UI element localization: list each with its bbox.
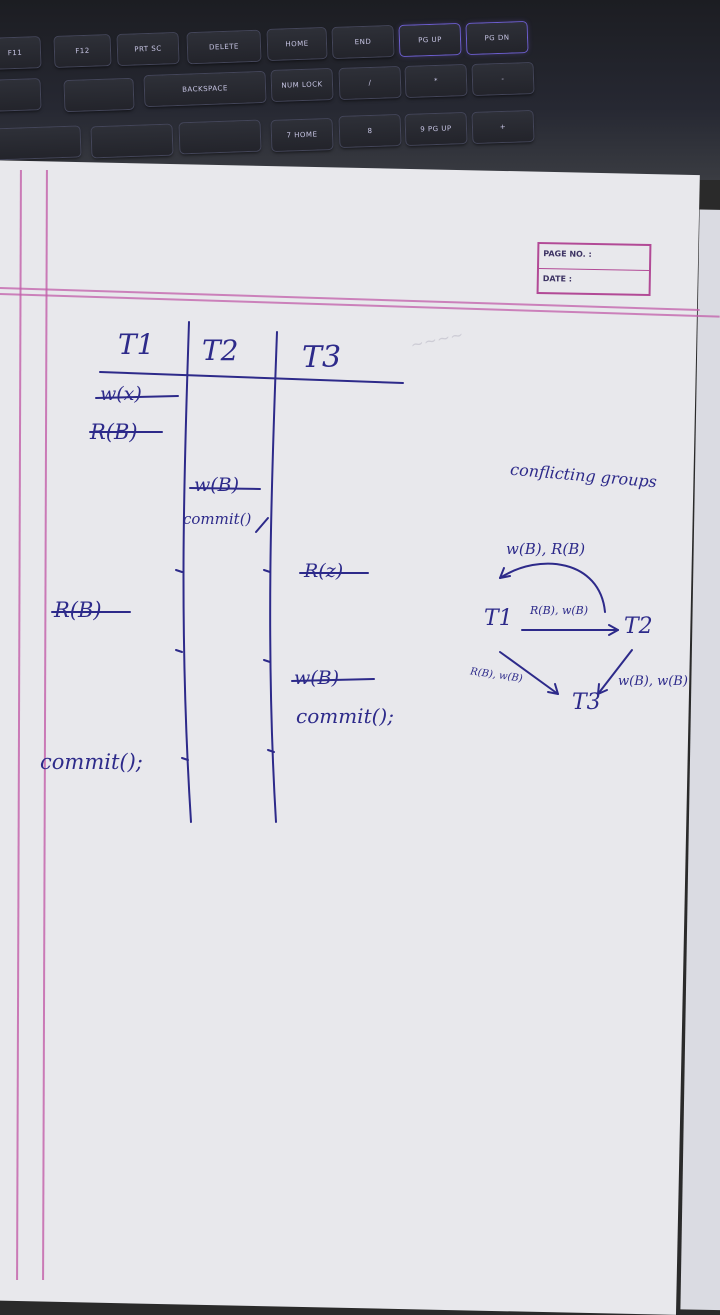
t3-op-commit: commit(); (296, 704, 394, 728)
t1-op-read-b-2: R(B) (54, 598, 102, 622)
key-delete: DELETE (187, 31, 260, 63)
t2-t3-divider (270, 332, 277, 822)
key-end: END (332, 26, 393, 58)
graph-node-t2: T2 (624, 614, 653, 639)
t2-op-write-b: w(B) (194, 474, 240, 496)
graph-node-t1: T1 (484, 606, 513, 631)
graph-title: conflicting groups (509, 459, 658, 492)
key-plus: + (472, 111, 533, 143)
key-backspace: BACKSPACE (145, 72, 266, 106)
key-minus: - (472, 63, 533, 95)
key-pgdn: PG DN (466, 22, 527, 54)
column-header-t1: T1 (118, 328, 155, 361)
t1-op-write-x: w(x) (100, 383, 142, 405)
key-home: HOME (267, 28, 326, 60)
edge-label-t1-t2: R(B), w(B) (530, 604, 589, 617)
date-label: DATE : (542, 274, 573, 284)
t1-op-read-b-1: R(B) (90, 420, 138, 444)
t1-t2-divider (183, 322, 191, 822)
graph-node-t3: T3 (572, 690, 601, 715)
tick-mark (176, 570, 182, 572)
key-7-home: 7 HOME (271, 119, 332, 151)
edge-label-top-arc: w(B), R(B) (506, 540, 586, 558)
key-f12: F12 (54, 35, 110, 67)
t3-op-read-z: R(z) (304, 560, 344, 582)
key-f11: F11 (0, 37, 41, 69)
tick-mark (264, 660, 270, 662)
key-pgup: PG UP (399, 24, 460, 56)
page-no-label: PAGE NO. : (543, 249, 592, 259)
table-header-rule (100, 372, 403, 383)
commit-slash (256, 518, 268, 532)
tick-mark (176, 650, 182, 652)
t2-op-commit: commit() (183, 510, 252, 528)
key-9-pgup: 9 PG UP (405, 113, 466, 145)
column-header-t3: T3 (302, 340, 342, 375)
key-8: 8 (339, 115, 400, 147)
column-header-t2: T2 (202, 334, 239, 367)
bleed-through-text: ~~~~ (408, 324, 466, 355)
t3-op-write-b: w(B) (294, 667, 340, 689)
key-divide: / (339, 67, 400, 99)
tick-mark (264, 570, 270, 572)
t1-op-commit: commit(); (40, 750, 143, 774)
key-numlock: NUM LOCK (271, 69, 332, 101)
edge-label-t2-t3: w(B), w(B) (618, 674, 688, 689)
key-multiply: * (405, 65, 466, 97)
edge-label-t1-t3: R(B), w(B) (469, 666, 524, 685)
key-prtsc: PRT SC (117, 33, 178, 65)
